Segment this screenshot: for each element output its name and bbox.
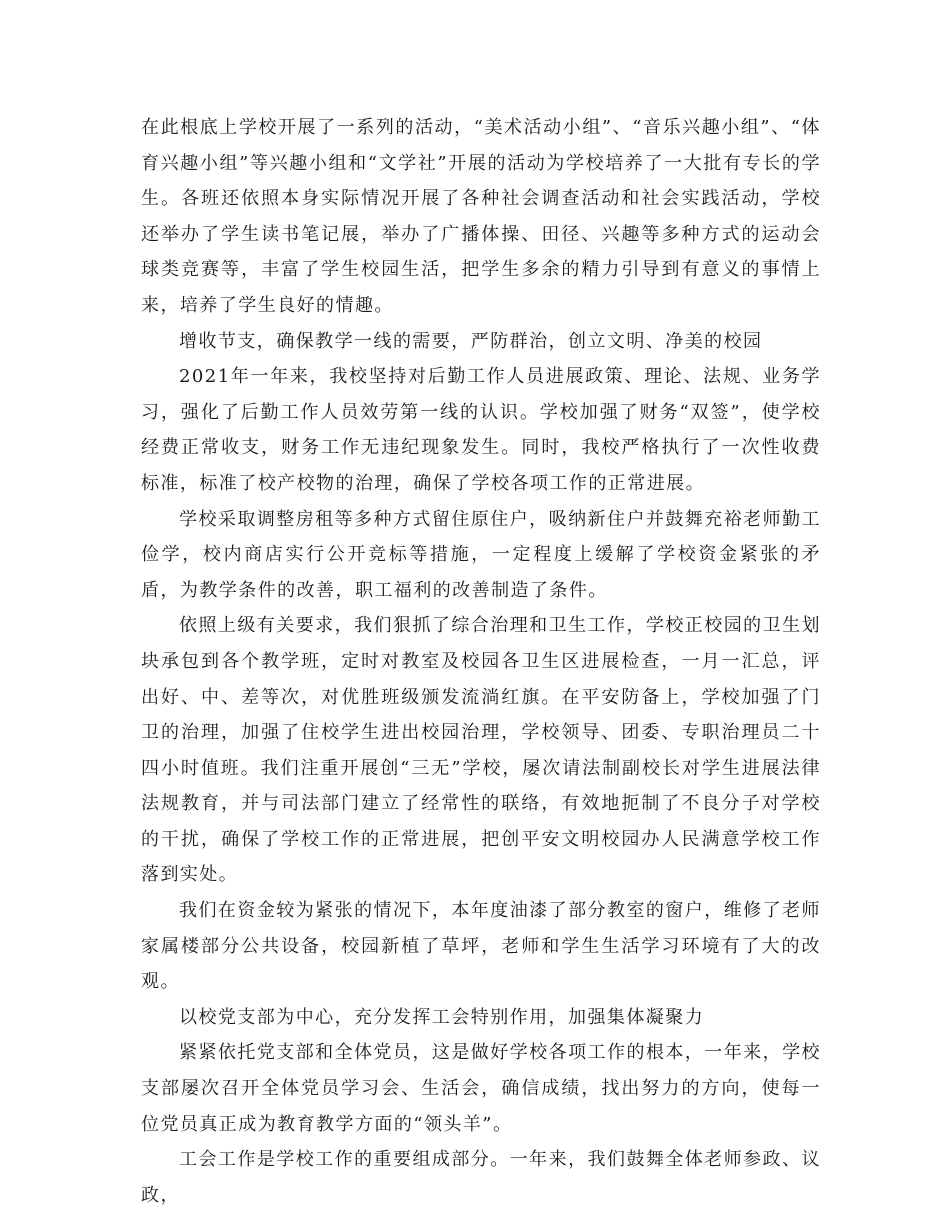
paragraph-union-work: 工会工作是学校工作的重要组成部分。一年来，我们鼓舞全体老师参政、议政， — [141, 1149, 821, 1206]
heading-budget-safety: 增收节支，确保教学一线的需要，严防群治，创立文明、净美的校园 — [179, 330, 763, 352]
paragraph-activities: 在此根底上学校开展了一系列的活动，“美术活动小组”、“音乐兴趣小组”、“体育兴趣小组”等兴趣小组和“文学社”开展的活动为学校培养了一大批有专长的学生。各班还依照本身实际情况开展了各种社会调查活动和社会实践活动，学校还举办了学生读书笔记展，举办了广播体操、田径、兴趣等多种方式的运动会球类竞赛等，丰富了学生校园生活，把学生多余的精力引导到有意义的事情上来，培养了学生良好的情趣。 — [141, 117, 821, 316]
paragraph-facilities: 我们在资金较为紧张的情况下，本年度油漆了部分教室的窗户，维修了老师家属楼部分公共设备，校园新植了草坪，老师和学生生活学习环境有了大的改观。 — [141, 900, 821, 993]
paragraph-funding: 学校采取调整房租等多种方式留住原住户，吸纳新住户并鼓舞充裕老师勤工俭学，校内商店实行公开竞标等措施，一定程度上缓解了学校资金紧张的矛盾，为教学条件的改善，职工福利的改善制造了条件。 — [141, 508, 821, 601]
paragraph-hygiene-security: 依照上级有关要求，我们狠抓了综合治理和卫生工作，学校正校园的卫生划块承包到各个教学班，定时对教室及校园各卫生区进展检查，一月一汇总，评出好、中、差等次，对优胜班级颁发流淌红旗。在平安防备上，学校加强了门卫的治理，加强了住校学生进出校园治理，学校领导、团委、专职治理员二十四小时值班。我们注重开展创“三无”学校，屡次请法制副校长对学生进展法律法规教育，并与司法部门建立了经常性的联络，有效地扼制了不良分子对学校的干扰，确保了学校工作的正常进展，把创平安文明校园办人民满意学校工作落到实处。 — [141, 615, 821, 886]
heading-party-union: 以校党支部为中心，充分发挥工会特别作用，加强集体凝聚力 — [179, 1006, 705, 1028]
paragraph-logistics: 2021年一年来，我校坚持对后勤工作人员进展政策、理论、法规、业务学习，强化了后勤工作人员效劳第一线的认识。学校加强了财务“双签”，使学校经费正常收支，财务工作无违纪现象发生。同时，我校严格执行了一次性收费标准，标准了校产校物的治理，确保了学校各项工作的正常进展。 — [141, 366, 821, 494]
document-body — [141, 110, 821, 1213]
paragraph-party-branch: 紧紧依托党支部和全体党员，这是做好学校各项工作的根本，一年来，学校支部屡次召开全体党员学习会、生活会，确信成绩，找出努力的方向，使每一位党员真正成为教育教学方面的“领头羊”。 — [141, 1042, 821, 1135]
